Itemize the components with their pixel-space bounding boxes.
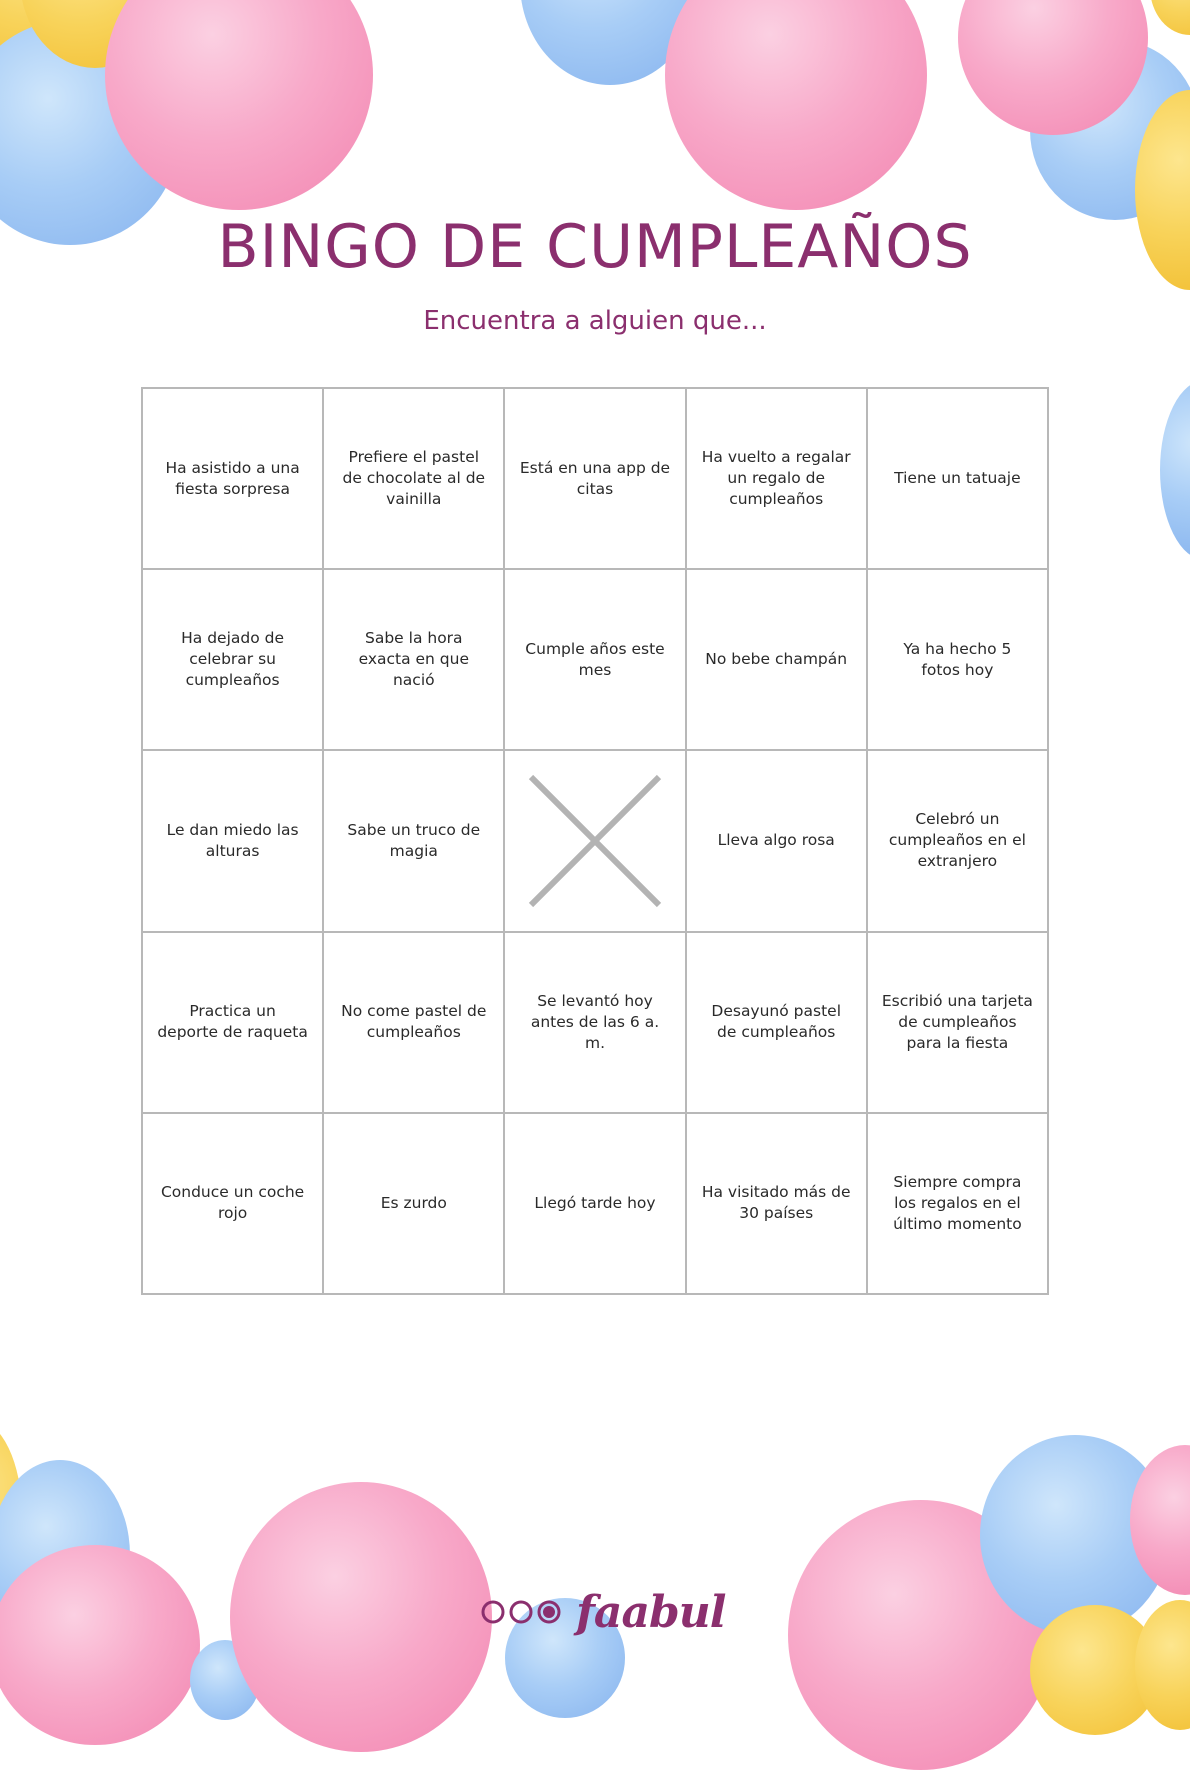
bingo-cell: Se levantó hoy antes de las 6 a. m. bbox=[505, 933, 686, 1114]
bingo-cell: Es zurdo bbox=[324, 1114, 505, 1295]
bingo-cell: Celebró un cumpleaños en el extranjero bbox=[868, 751, 1049, 932]
bingo-cell: Tiene un tatuaje bbox=[868, 389, 1049, 570]
bingo-cell: Sabe un truco de magia bbox=[324, 751, 505, 932]
bingo-cell: Le dan miedo las alturas bbox=[143, 751, 324, 932]
balloon-decoration bbox=[0, 1545, 200, 1745]
bingo-cell: Está en una app de citas bbox=[505, 389, 686, 570]
bingo-cell: Ha vuelto a regalar un regalo de cumpleaños bbox=[687, 389, 868, 570]
bingo-cell: No bebe champán bbox=[687, 570, 868, 751]
page-subtitle: Encuentra a alguien que... bbox=[423, 306, 767, 336]
bingo-cell: Prefiere el pastel de chocolate al de vainilla bbox=[324, 389, 505, 570]
bingo-cell: Ha dejado de celebrar su cumpleaños bbox=[143, 570, 324, 751]
bingo-free-cell bbox=[505, 751, 686, 932]
page-title: BINGO DE CUMPLEAÑOS bbox=[217, 212, 973, 282]
bingo-cell: No come pastel de cumpleaños bbox=[324, 933, 505, 1114]
balloon-decoration bbox=[1160, 380, 1190, 560]
balloon-decoration bbox=[230, 1482, 492, 1752]
bingo-cell: Desayunó pastel de cumpleaños bbox=[687, 933, 868, 1114]
bingo-grid bbox=[141, 387, 1049, 1295]
bingo-cell: Sabe la hora exacta en que nació bbox=[324, 570, 505, 751]
bingo-cell: Llegó tarde hoy bbox=[505, 1114, 686, 1295]
bingo-cell: Ha visitado más de 30 países bbox=[687, 1114, 868, 1295]
x-mark-icon bbox=[525, 771, 665, 911]
balloon-decoration bbox=[1150, 0, 1190, 35]
balloon-decoration bbox=[665, 0, 927, 210]
brand-logo bbox=[480, 1584, 725, 1640]
three-circles-icon bbox=[480, 1597, 564, 1627]
brand-wordmark: faabul bbox=[576, 1586, 726, 1638]
bingo-cell: Conduce un coche rojo bbox=[143, 1114, 324, 1295]
bingo-cell: Practica un deporte de raqueta bbox=[143, 933, 324, 1114]
bingo-cell: Siempre compra los regalos en el último momento bbox=[868, 1114, 1049, 1295]
bingo-cell: Escribió una tarjeta de cumpleaños para la fiesta bbox=[868, 933, 1049, 1114]
bingo-cell: Lleva algo rosa bbox=[687, 751, 868, 932]
bingo-cell: Cumple años este mes bbox=[505, 570, 686, 751]
bingo-cell: Ha asistido a una fiesta sorpresa bbox=[143, 389, 324, 570]
bingo-cell: Ya ha hecho 5 fotos hoy bbox=[868, 570, 1049, 751]
